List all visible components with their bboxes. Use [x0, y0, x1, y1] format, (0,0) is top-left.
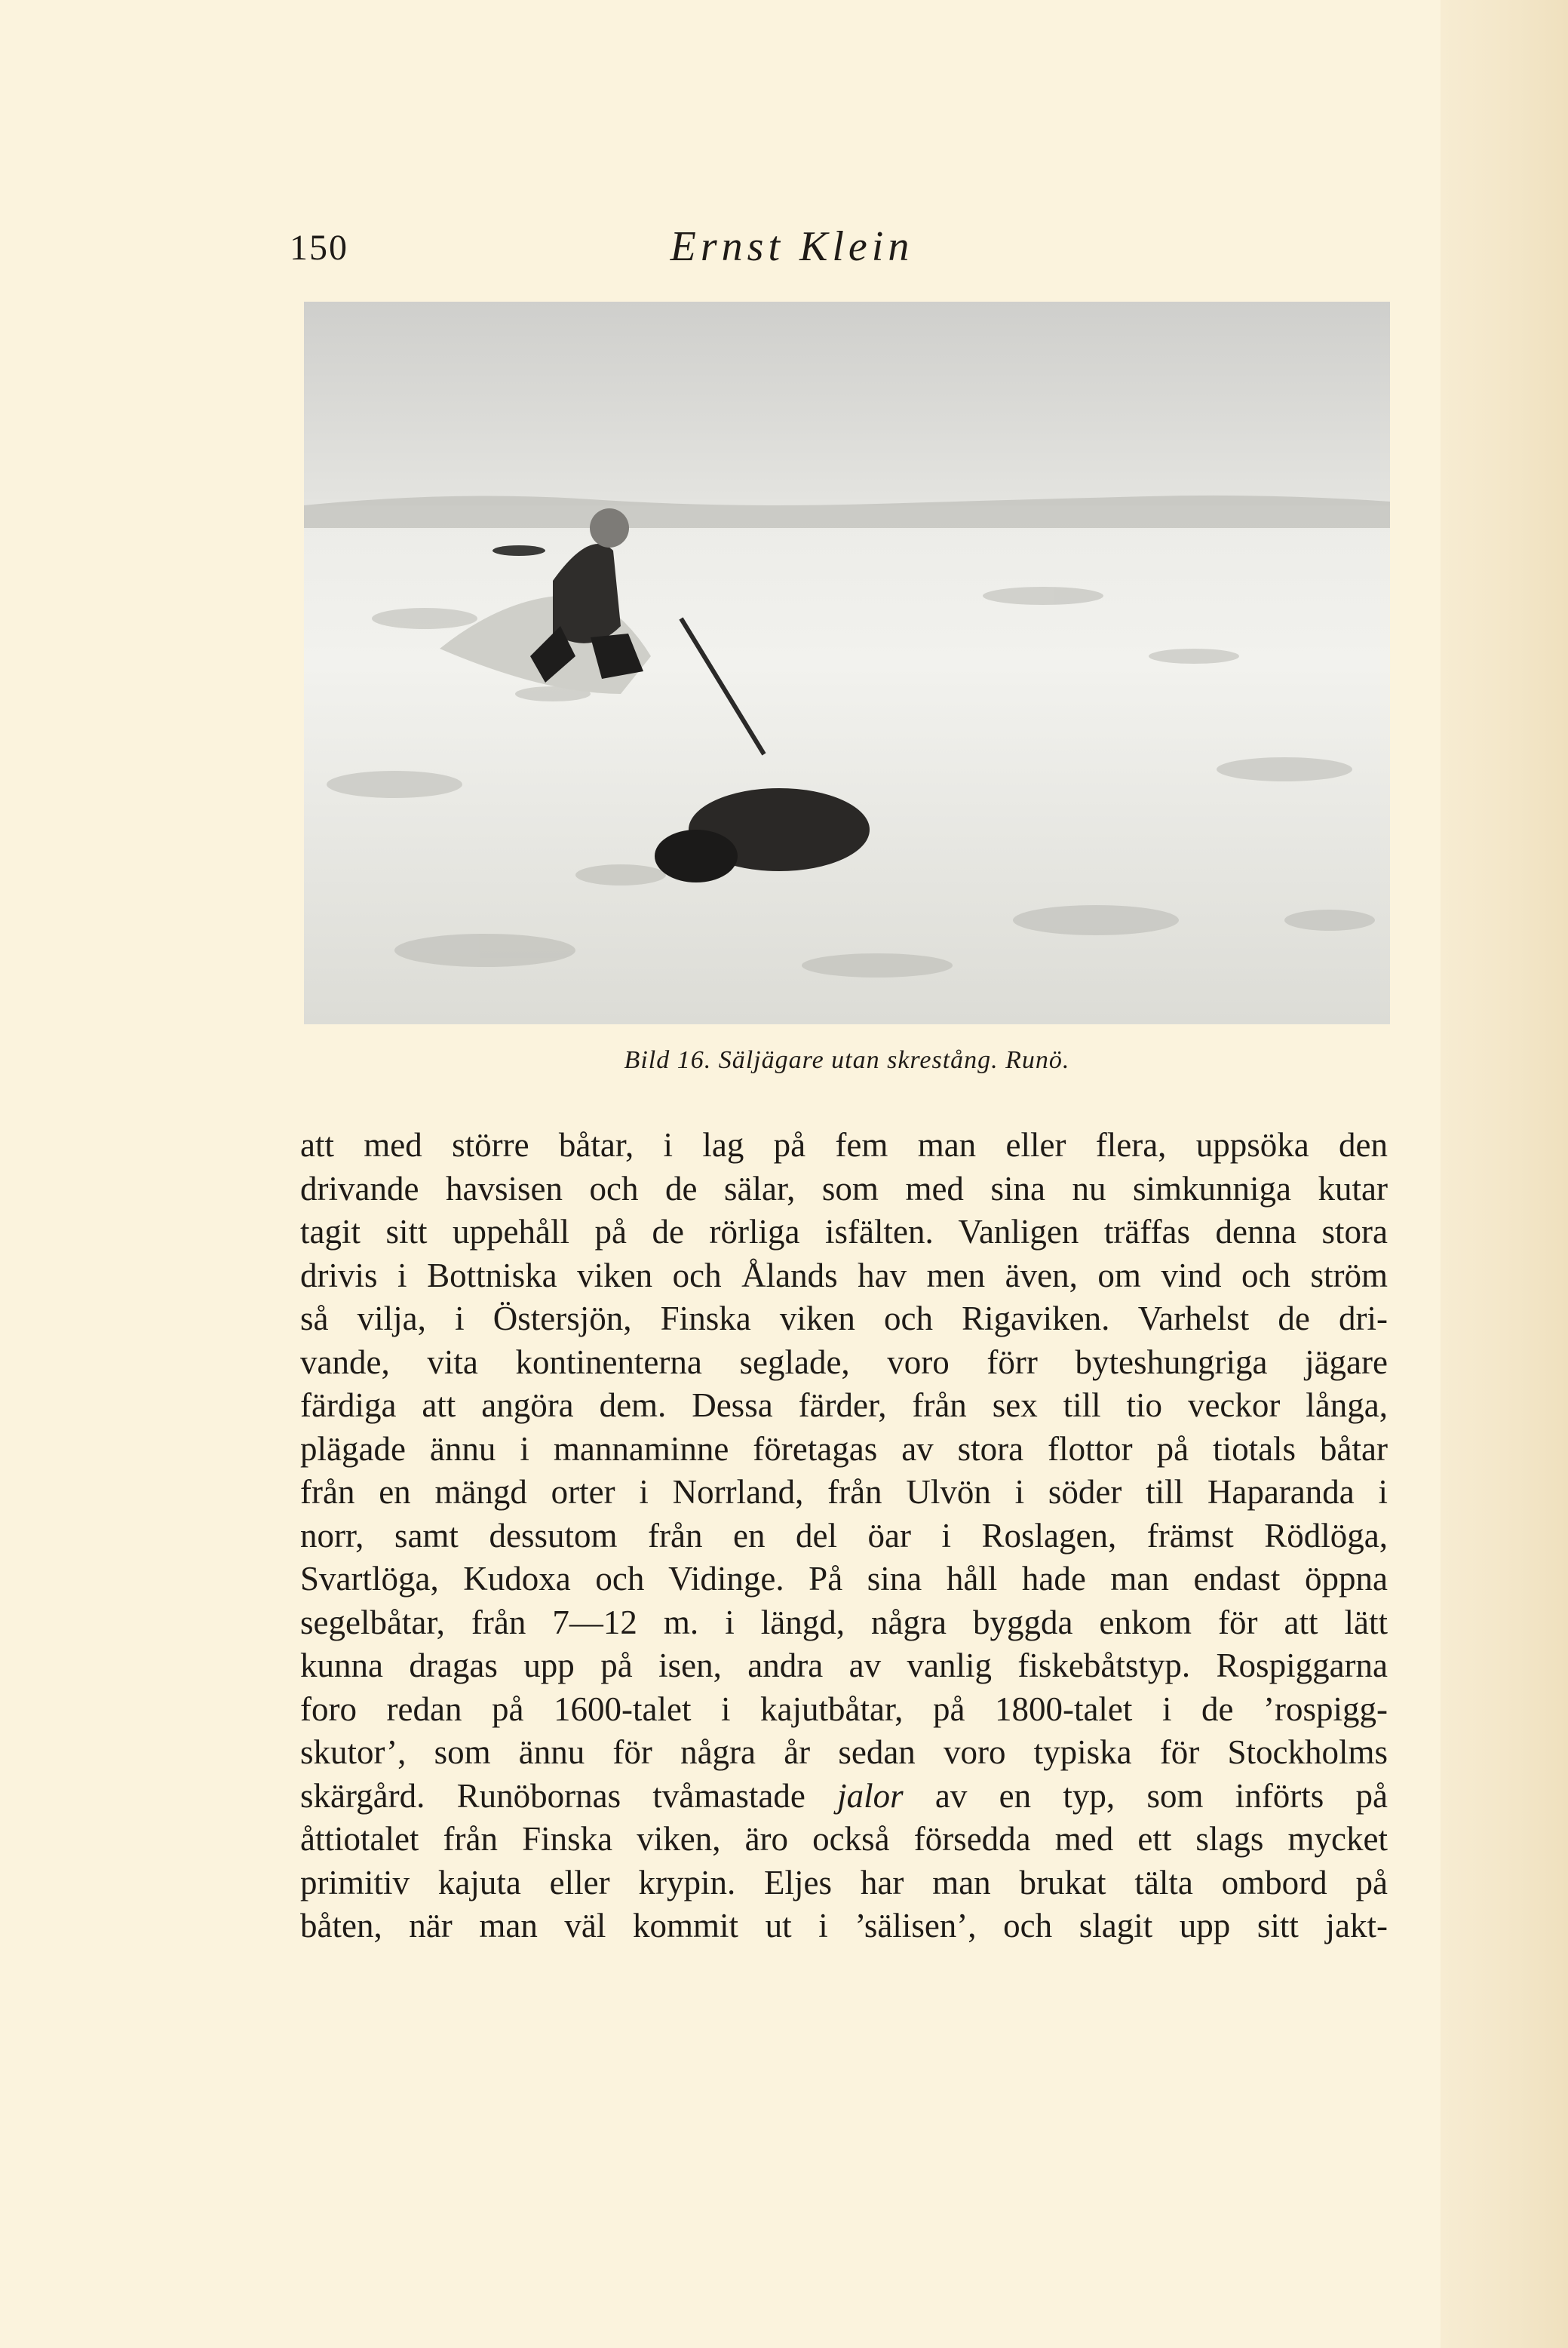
text-line: båten, när man väl kommit ut i ’sälisen’, och slagit upp sitt jakt- [300, 1907, 1388, 1944]
page-number: 150 [290, 228, 348, 268]
text-line: foro redan på 1600-talet i kajutbåtar, på 1800-talet i de ’rospigg- [300, 1690, 1388, 1728]
text-line: skutor’, som ännu för några år sedan voro typiska för Stockholms [300, 1733, 1388, 1771]
running-head-author: Ernst Klein [670, 223, 914, 270]
text-line: från en mängd orter i Norrland, från Ulvön i söder till Haparanda i [300, 1473, 1388, 1511]
italic-term-jalor: jalor [837, 1776, 904, 1815]
text-line: vande, vita kontinenterna seglade, voro förr byteshungriga jägare [300, 1343, 1388, 1381]
photo-illustration [304, 302, 1390, 1024]
text-line: drivande havsisen och de sälar, som med sina nu simkunniga kutar [300, 1169, 1388, 1208]
text-line: norr, samt dessutom från en del öar i Roslagen, främst Rödlöga, [300, 1516, 1388, 1555]
figure-caption: Bild 16. Säljägare utan skrestång. Runö. [624, 1046, 1070, 1074]
text-line: kunna dragas upp på isen, andra av vanlig fiskebåtstyp. Rospiggarna [300, 1647, 1388, 1684]
text-line: Svartlöga, Kudoxa och Vidinge. På sina håll hade man endast öppna [300, 1560, 1388, 1598]
page-edge-shadow [1441, 0, 1568, 2348]
text-line: åttiotalet från Finska viken, äro också försedda med ett slags mycket [300, 1820, 1388, 1858]
text-segment: av en typ, som införts på [934, 1776, 1388, 1815]
text-line-with-italic [300, 1775, 1388, 1819]
text-line: segelbåtar, från 7—12 m. i längd, några byggda enkom för att lätt [300, 1603, 1388, 1641]
text-line: primitiv kajuta eller krypin. Eljes har man brukat tälta ombord på [300, 1863, 1388, 1901]
text-line: plägade ännu i mannaminne företagas av stora flottor på tiotals båtar [300, 1429, 1388, 1468]
distant-seal [492, 545, 545, 556]
text-segment: skärgård. Runöbornas tvåmastade [300, 1776, 805, 1815]
sky [304, 302, 1390, 505]
seal-hunter-photograph [304, 302, 1390, 1024]
text-line: tagit sitt uppehåll på de rörliga isfälten. Vanligen träffas denna stora [300, 1213, 1388, 1251]
text-line: färdiga att angöra dem. Dessa färder, från sex till tio veckor långa, [300, 1386, 1388, 1424]
body-text [300, 1124, 1388, 1969]
text-line: att med större båtar, i lag på fem man eller flera, uppsöka den [300, 1126, 1388, 1164]
text-line: så vilja, i Östersjön, Finska viken och Rigaviken. Varhelst de dri- [300, 1300, 1388, 1337]
text-line: drivis i Bottniska viken och Ålands hav men även, om vind och ström [300, 1256, 1388, 1294]
